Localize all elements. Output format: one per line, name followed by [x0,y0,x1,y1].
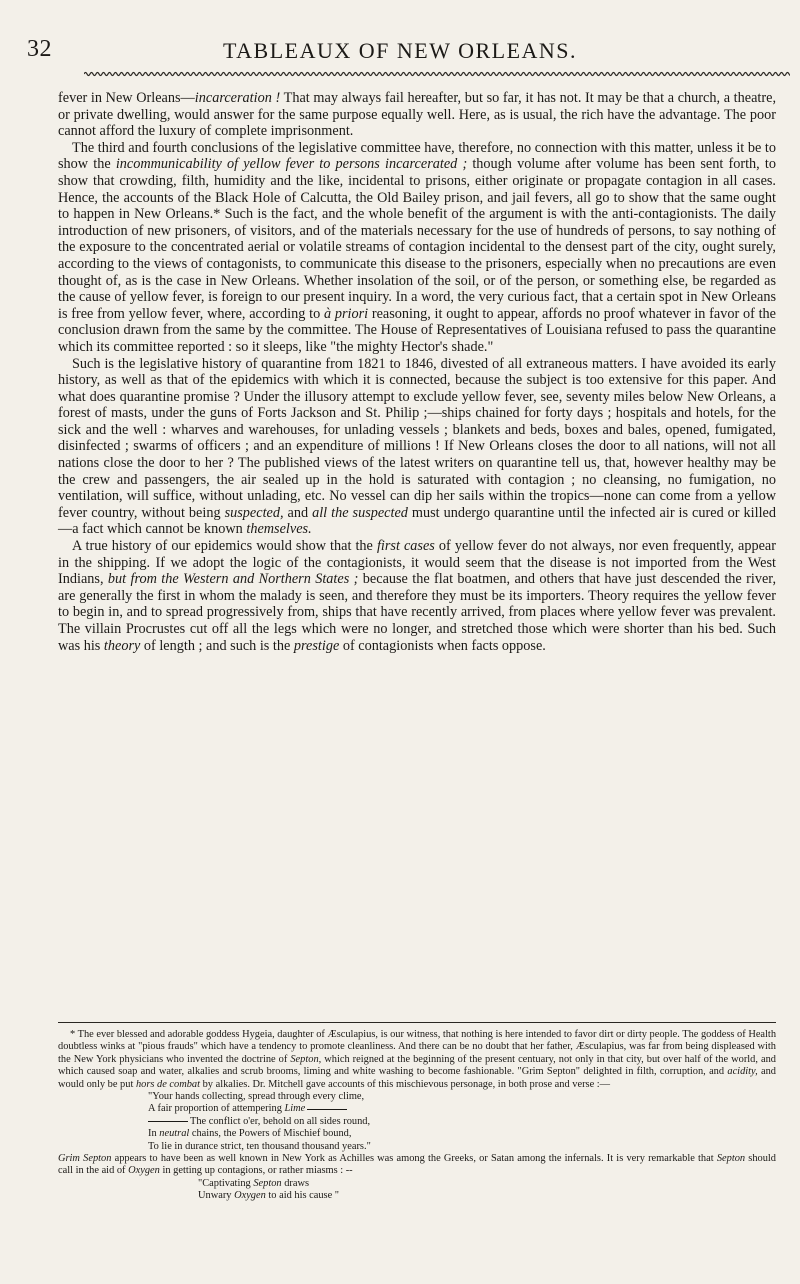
paragraph: A true history of our epidemics would show that the first cases of yellow fever do not always, nor even frequently, appear in the shipping. If we adopt the logic of the contagionists, it would seem that the disease is not imported from the West Indians, but from the Western and Northern States ; because the flat boatmen, and others that have just descended the river, are generally the first in whom the malady is seen, and therefore they must be its importers. Theory requires the yellow fever to begin in, and to spread progressively from, ships that have recently arrived, from places where yellow fever was prevalent. The villain Procrustes cut off all the legs which were no longer, and stretched those which were shorter than his bed. Such was his theory of length ; and such is the prestige of contagionists when facts oppose. [58,538,777,654]
footnote [58,1029,776,1203]
paragraph: fever in New Orleans—incarceration ! That may always fail hereafter, but so far, it has not. It may be that a church, a theatre, or private dwelling, would answer for the same purpose equally well. Here, as is usual, the rich have the advantage. The poor cannot afford the luxury of complete imprisonment. [58,90,777,140]
footnote-verse-2 [198,1178,776,1203]
paragraph: The third and fourth conclusions of the legislative committee have, therefore, no connection with this matter, unless it be to show the incommunicability of yellow fever to persons incarcerated ; though volume after volume has been sent forth, to show that crowding, filth, humidity and the like, incidental to prisons, either originate or propagate contagion in all cases. Hence, the accounts of the Black Hole of Calcutta, the Old Bailey prison, and jail fevers, all go to show that the same ought to happen in New Orleans.* Such is the fact, and the whole benefit of the argument is with the anti-contagionists. The daily introduction of new prisoners, of visitors, and of the materials necessary for the use of hundreds of persons, to say nothing of the exposure to the concentrated aerial or volatile streams of contagion incidental to the densest part of the city, ought surely, according to the views of contagonists, to communicate this disease to the prisoners, especially when no precautions are even thought of, as is the case in New Orleans. Whether insolation of the soil, or of the person, or something else, be regarded as the cause of yellow fever, is foreign to our present inquiry. In a word, the very curious fact, that a certain spot in New Orleans is free from yellow fever, where, according to à priori reasoning, it ought to appear, affords no proof whatever in favor of the conclusion drawn from the same by the committee. The House of Representatives of Louisiana refused to pass the quarantine which its committee reported : so it sleeps, like "the mighty Hector's shade." [58,139,777,355]
page-number: 32 [27,36,52,62]
verse-line: The conflict o'er, behold on all sides round, [148,1116,776,1128]
page-header [27,36,773,70]
footnote-verse-1 [148,1091,776,1153]
paragraph: Such is the legislative history of quarantine from 1821 to 1846, divested of all extraneous matters. I have avoided its early history, as well as that of the epidemics with which it is connected, because the subject is too extensive for this paper. And what does quarantine promise ? Under the illusory attempt to exclude yellow fever, see, seventy miles below New Orleans, a forest of masts, under the guns of Forts Jackson and St. Philip ;—ships chained for forty days ; hospitals and hotels, for the sick and the well : wharves and warehouses, for unlading vessels ; blankets and beds, boxes and bales, opened, fumigated, disinfected ; swarms of officers ; and an expenditure of millions ! If New Orleans closes the door to all nations, will not all nations close the door to her ? The published views of the latest writers on quarantine tell us, that, however healthy may be the crew and passengers, the air sealed up in the hold is saturated with contagion ; no cleansing, no fumigation, no ventilation, will suffice, without unlading, etc. No vessel can dip her sails within the tropics—none can come from a yellow fever country, without being suspected, and all the suspected must undergo quarantine until the infected air is cured or killed—a fact which cannot be known themselves. [58,355,776,538]
verse-line: "Your hands collecting, spread through every clime, [148,1091,365,1103]
verse-line: To lie in durance strict, ten thousand thousand years." [148,1140,371,1152]
footnote-intro: * The ever blessed and adorable goddess Hygeia, daughter of Æsculapius, is our witness, that nothing is here intended to favor dirt or dirty people. The goddess of Health doubtless winks at "pious frauds" which have a tendency to promote cleanliness. And there can be no doubt that her father, Æsculapius, was far from being displeased with the New York physicians who invented the doctrine of Septon, which reigned at the beginning of the present centuary, not only in that city, but over half of the world, and which caused soap and water, alkalies and scrub brooms, liming and white washing to become fashionable. "Grim Septon" delighted in filth, corruption, and acidity, and would only be put hors de combat by alkalies. Dr. Mitchell gave accounts of this mischievous personage, in both prose and verse :— [58,1029,777,1090]
verse-line: In neutral chains, the Powers of Mischief bound, [148,1128,352,1140]
verse-line: "Captivating Septon draws [198,1177,310,1189]
footnote-middle: Grim Septon appears to have been as well known in New York as Achilles was among the Greeks, or Satan among the infernals. It is very remarkable that Septon should call in the aid of Oxygen in getting up contagions, or rather miasms : -- [58,1153,777,1177]
verse-line: A fair proportion of attempering Lime [148,1103,776,1115]
footnote-rule [58,1022,776,1023]
main-text [58,90,776,654]
verse-line: Unwary Oxygen to aid his cause " [198,1190,340,1202]
running-head: TABLEAUX OF NEW ORLEANS. [222,38,578,63]
ornamental-wavy-rule [84,70,790,78]
